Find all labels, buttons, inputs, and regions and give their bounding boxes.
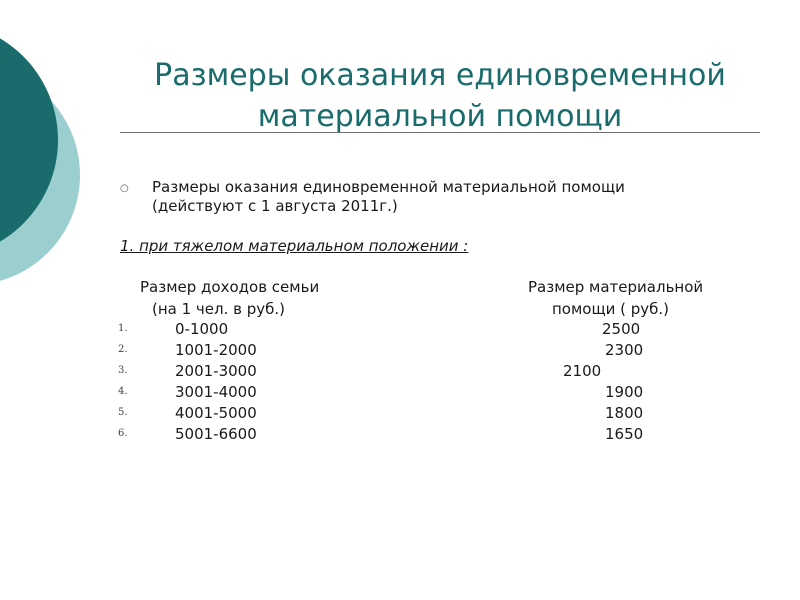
slide-title [120,55,760,137]
income-range: 2001-3000 [175,362,257,380]
income-range: 4001-5000 [175,404,257,422]
aid-amount: 2300 [605,341,644,359]
slide-title-line-2: материальной помощи [257,99,623,134]
decorative-circles [0,0,130,340]
bullet-text-line-2: (действуют с 1 августа 2011г.) [152,197,398,215]
row-number: 6. [118,428,128,439]
aid-amount: 2500 [602,320,641,338]
row-number: 2. [118,344,128,355]
aid-amount: 1900 [605,383,644,401]
income-column-header-line-1: Размер доходов семьи [140,278,320,296]
table-row [0,320,800,340]
row-number: 4. [118,386,128,397]
title-underline [120,132,760,133]
slide-title-line-1: Размеры оказания единовременной [154,58,726,93]
aid-amount: 2100 [563,362,602,380]
section-subheading: 1. при тяжелом материальном положении : [120,237,469,255]
income-range: 1001-2000 [175,341,257,359]
table-row [0,383,800,403]
table-row [0,341,800,361]
aid-amount: 1800 [605,404,644,422]
aid-amount: 1650 [605,425,644,443]
row-number: 5. [118,407,128,418]
bullet-text-line-1: Размеры оказания единовременной материальной помощи [152,178,625,196]
hollow-circle-bullet-icon: ○ [120,183,129,194]
income-range: 3001-4000 [175,383,257,401]
bullet-text [152,178,722,216]
table-row [0,362,800,382]
amount-column-header-line-1: Размер материальной [528,278,704,296]
income-column-header-line-2: (на 1 чел. в руб.) [152,300,286,318]
amount-column-header-line-2: помощи ( руб.) [552,300,670,318]
row-number: 3. [118,365,128,376]
income-range: 0-1000 [175,320,229,338]
table-row [0,425,800,445]
table-row [0,404,800,424]
income-range: 5001-6600 [175,425,257,443]
row-number: 1. [118,323,128,334]
